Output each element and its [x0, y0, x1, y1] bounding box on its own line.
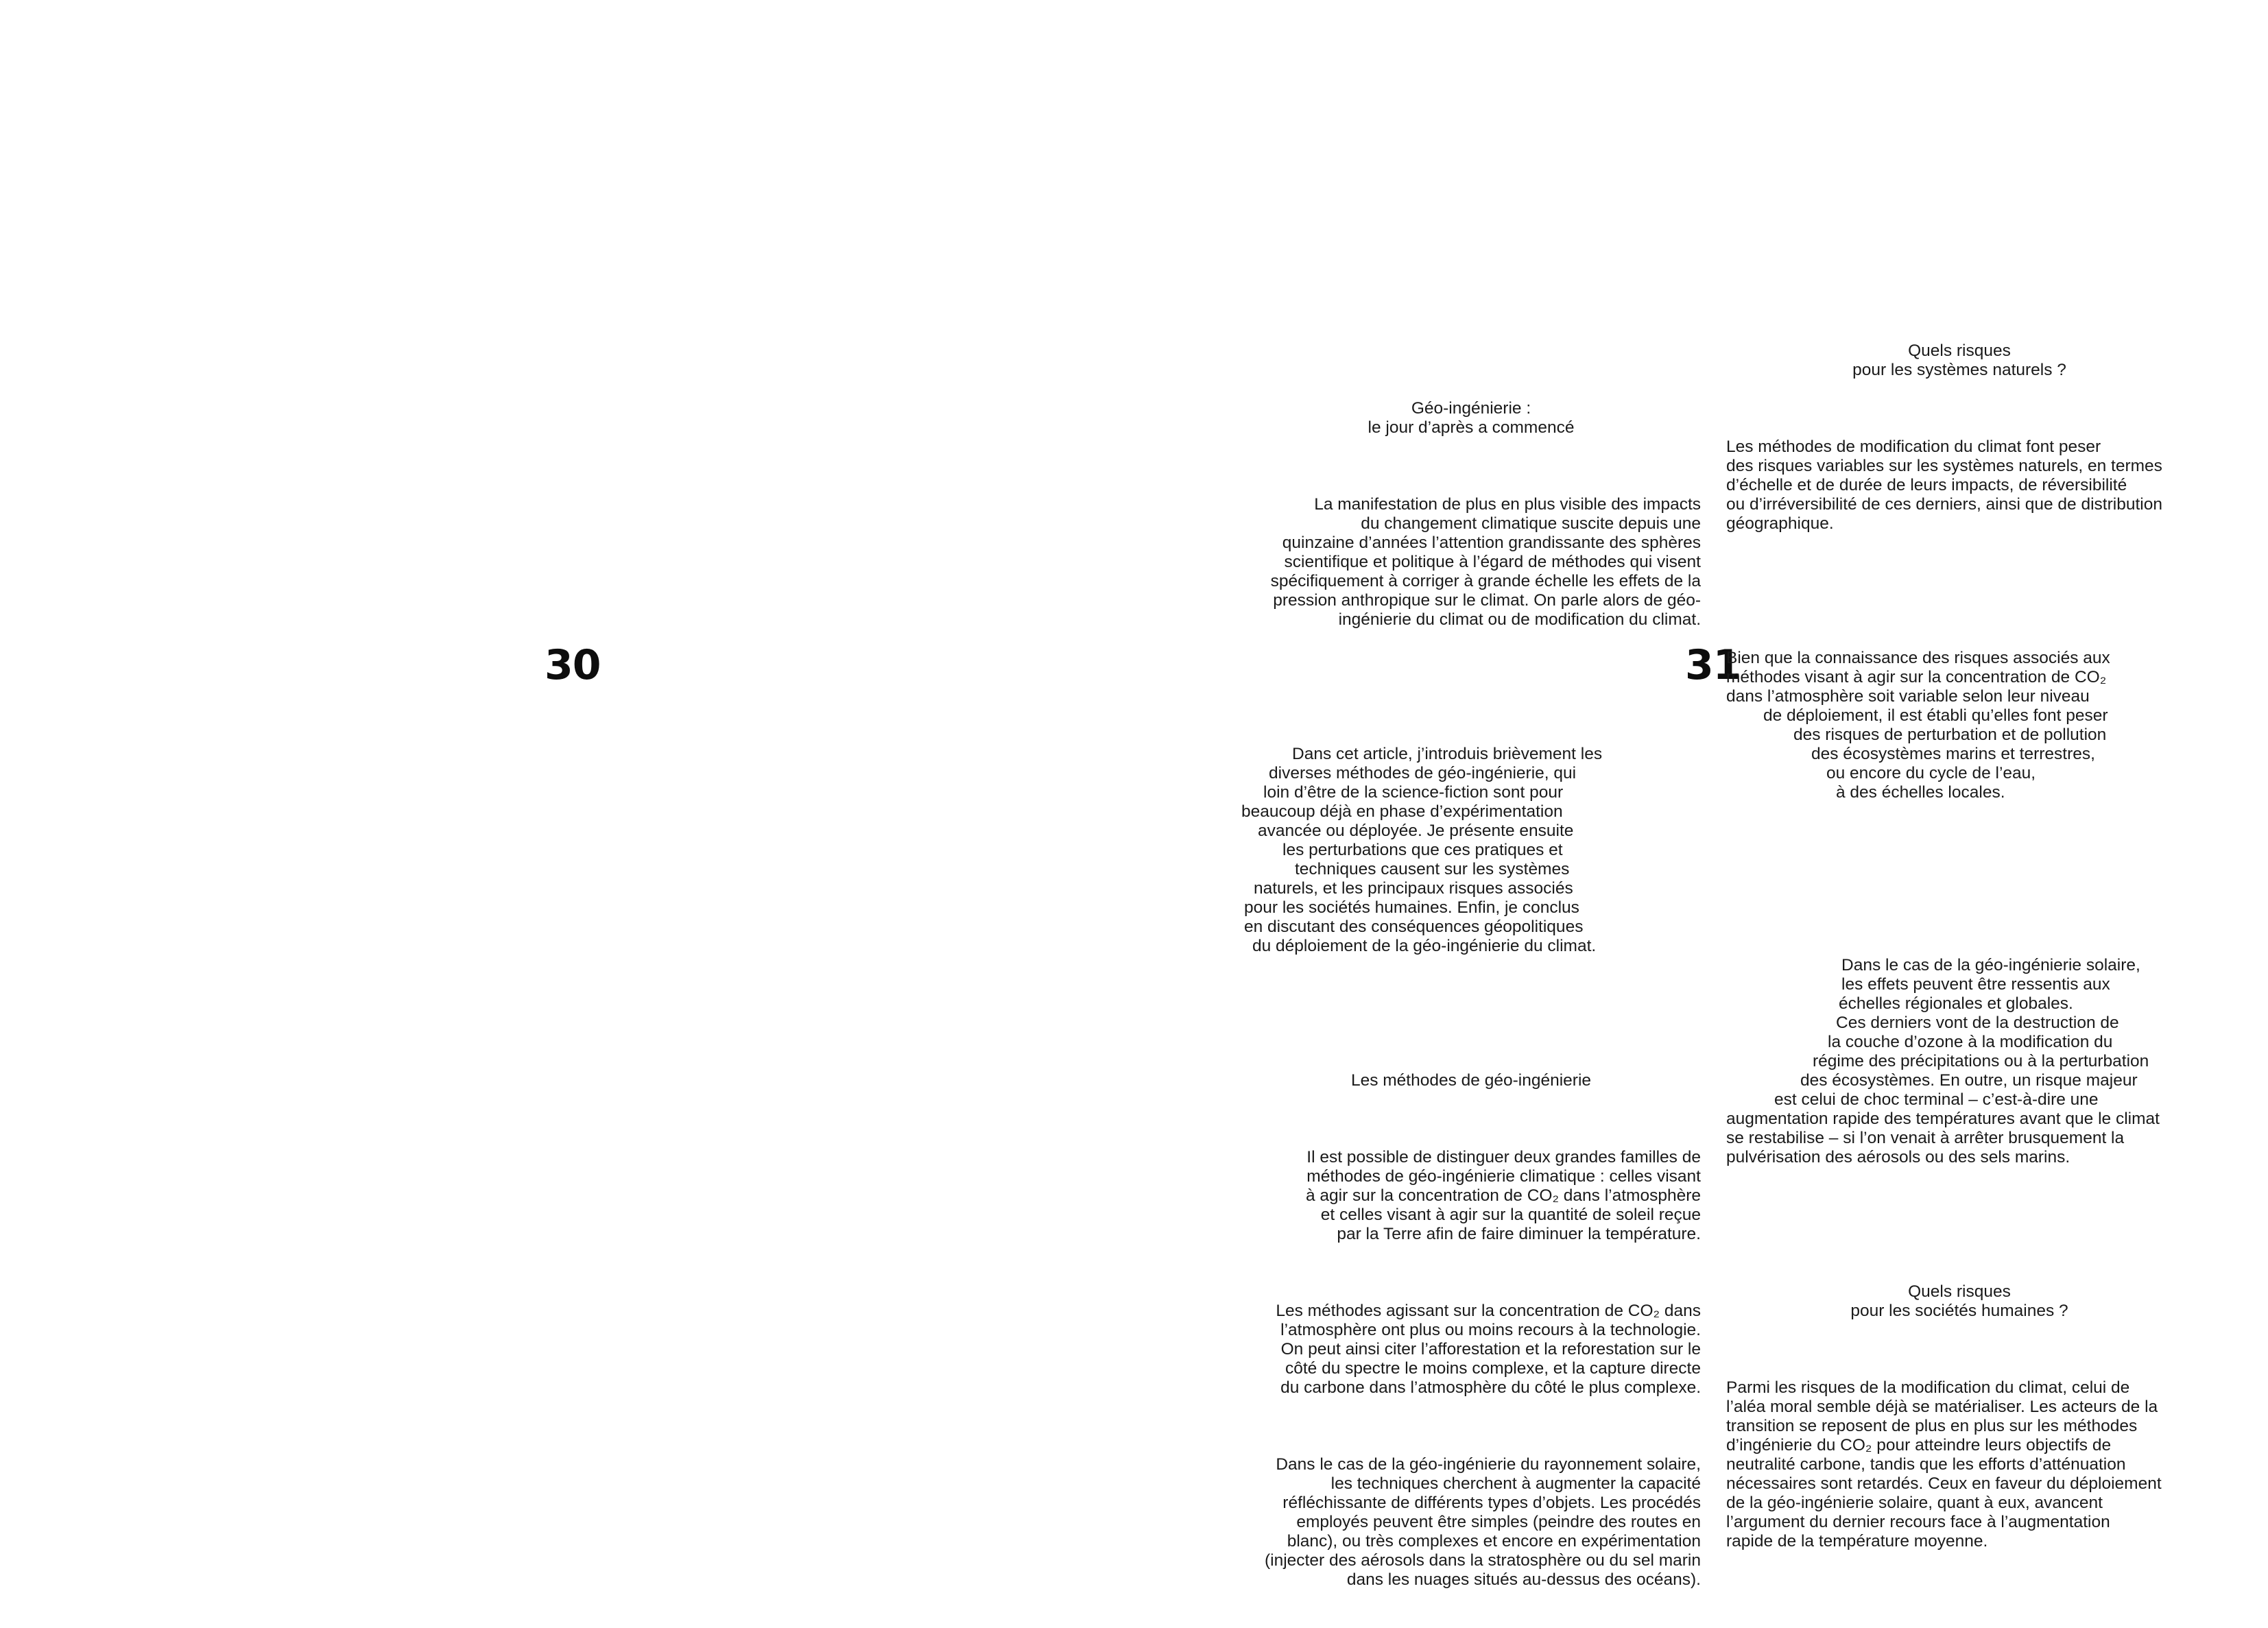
- overview-line: du déploiement de la géo-ingénierie du climat.: [1252, 937, 1597, 955]
- natural-3-line: pulvérisation des aérosols ou des sels marins.: [1726, 1148, 2070, 1166]
- left-text-column: [1241, 361, 1701, 1628]
- natural-3-line: se restabilise – si l’on venait à arrêter brusquement la: [1726, 1129, 2125, 1147]
- natural-paragraph-2: [1726, 610, 2193, 841]
- article-overview-paragraph: [1241, 706, 1701, 994]
- methods-heading: Les méthodes de géo-ingénierie: [1350, 1071, 1592, 1090]
- overview-line: en discutant des conséquences géopolitiques: [1244, 918, 1584, 936]
- natural-2-line: dans l’atmosphère soit variable selon leur niveau: [1726, 687, 2090, 706]
- page-number-right: 31: [1685, 641, 1741, 689]
- natural-paragraph-1: Les méthodes de modification du climat font peser des risques variables sur les systèmes naturels, en termes d’échelle et de durée de leurs impacts, de réversibilité ou d’irréversibilité de ces derniers, ainsi que de distribution géographique.: [1726, 438, 2162, 533]
- methods-paragraph-3: Dans le cas de la géo-ingénierie du rayonnement solaire, les techniques cherchent à augmenter la capacité réfléchissante de différents types d’objets. Les procédés employés peuvent être simples (peindre des routes en blanc), ou très complexes et encore en expérimentation (injecter des aérosols dans la stratosphère ou du sel marin dans les nuages situés au-dessus des océans).: [1265, 1455, 1701, 1589]
- overview-line: naturels, et les principaux risques associés: [1254, 879, 1573, 898]
- natural-2-line: Bien que la connaissance des risques associés aux: [1726, 649, 2110, 667]
- natural-3-line: la couche d’ozone à la modification du: [1828, 1033, 2113, 1051]
- natural-systems-heading: Quels risques pour les systèmes naturels ?: [1852, 342, 2066, 379]
- methods-paragraph-2: Les méthodes agissant sur la concentration de CO₂ dans l’atmosphère ont plus ou moins recours à la technologie. On peut ainsi citer l’afforestation et la reforestation sur le côté du spectre le moins complexe, et la capture directe du carbone dans l’atmosphère du côté le plus complexe.: [1276, 1302, 1701, 1397]
- natural-2-line: à des échelles locales.: [1836, 783, 2005, 802]
- overview-line: loin d’être de la science-fiction sont pour: [1263, 783, 1564, 802]
- natural-2-line: des écosystèmes marins et terrestres,: [1811, 745, 2095, 763]
- societies-paragraph: Parmi les risques de la modification du climat, celui de l’aléa moral semble déjà se matérialiser. Les acteurs de la transition se reposent de plus en plus sur les méthodes d’ingénierie du CO₂ pour atteindre leurs objectifs de neutralité carbone, tandis que les efforts d’atténuation nécessaires sont retardés. Ceux en faveur du déploiement de la géo-ingénierie solaire, quant à eux, avancent l’argument du dernier recours face à l’augmentation rapide de la température moyenne.: [1726, 1378, 2162, 1551]
- intro-paragraph: La manifestation de plus en plus visible des impacts du changement climatique suscite depuis une quinzaine d’années l’attention grandissante des sphères scientifique et politique à l’égard de méthodes qui visent spécifiquement à corriger à grande échelle les effets de la pression anthropique sur le climat. On parle alors de géo- ingénierie du climat ou de modification du climat.: [1270, 495, 1701, 629]
- natural-3-line: des écosystèmes. En outre, un risque majeur: [1800, 1071, 2138, 1090]
- natural-2-line: ou encore du cycle de l’eau,: [1826, 764, 2036, 782]
- natural-2-line: de déploiement, il est établi qu’elles font peser: [1763, 706, 2108, 725]
- natural-3-line: augmentation rapide des températures avant que le climat: [1726, 1110, 2160, 1128]
- overview-line: beaucoup déjà en phase d’expérimentation: [1241, 802, 1563, 821]
- natural-paragraph-3: [1726, 918, 2193, 1206]
- natural-3-line: échelles régionales et globales.: [1839, 994, 2073, 1013]
- natural-2-line: méthodes visant à agir sur la concentration de CO₂: [1726, 668, 2107, 686]
- page-number-left: 30: [545, 641, 601, 689]
- natural-3-line: Dans le cas de la géo-ingénierie solaire,: [1841, 956, 2140, 974]
- overview-line: avancée ou déployée. Je présente ensuite: [1258, 822, 1574, 840]
- natural-3-line: est celui de choc terminal – c’est-à-dire une: [1774, 1090, 2099, 1109]
- natural-2-line: des risques de perturbation et de pollution: [1793, 726, 2107, 744]
- natural-3-line: régime des précipitations ou à la perturbation: [1813, 1052, 2149, 1070]
- overview-line: diverses méthodes de géo-ingénierie, qui: [1269, 764, 1577, 782]
- overview-line: pour les sociétés humaines. Enfin, je conclus: [1244, 898, 1579, 917]
- methods-paragraph-1: Il est possible de distinguer deux grandes familles de méthodes de géo-ingénierie climatique : celles visant à agir sur la concentration de CO₂ dans l’atmosphère et celles visant à agir sur la quantité de soleil reçue par la Terre afin de faire diminuer la température.: [1305, 1148, 1701, 1243]
- natural-3-line: Ces derniers vont de la destruction de: [1836, 1014, 2119, 1032]
- overview-line: Dans cet article, j’introduis brièvement les: [1292, 745, 1603, 763]
- article-title: Géo-ingénierie : le jour d’après a commencé: [1368, 399, 1575, 437]
- natural-3-line: les effets peuvent être ressentis aux: [1841, 975, 2110, 994]
- overview-line: les perturbations que ces pratiques et: [1282, 841, 1563, 859]
- right-text-column: [1726, 303, 2193, 1590]
- overview-line: techniques causent sur les systèmes: [1295, 860, 1570, 878]
- human-societies-heading: Quels risques pour les sociétés humaines ?: [1850, 1282, 2068, 1320]
